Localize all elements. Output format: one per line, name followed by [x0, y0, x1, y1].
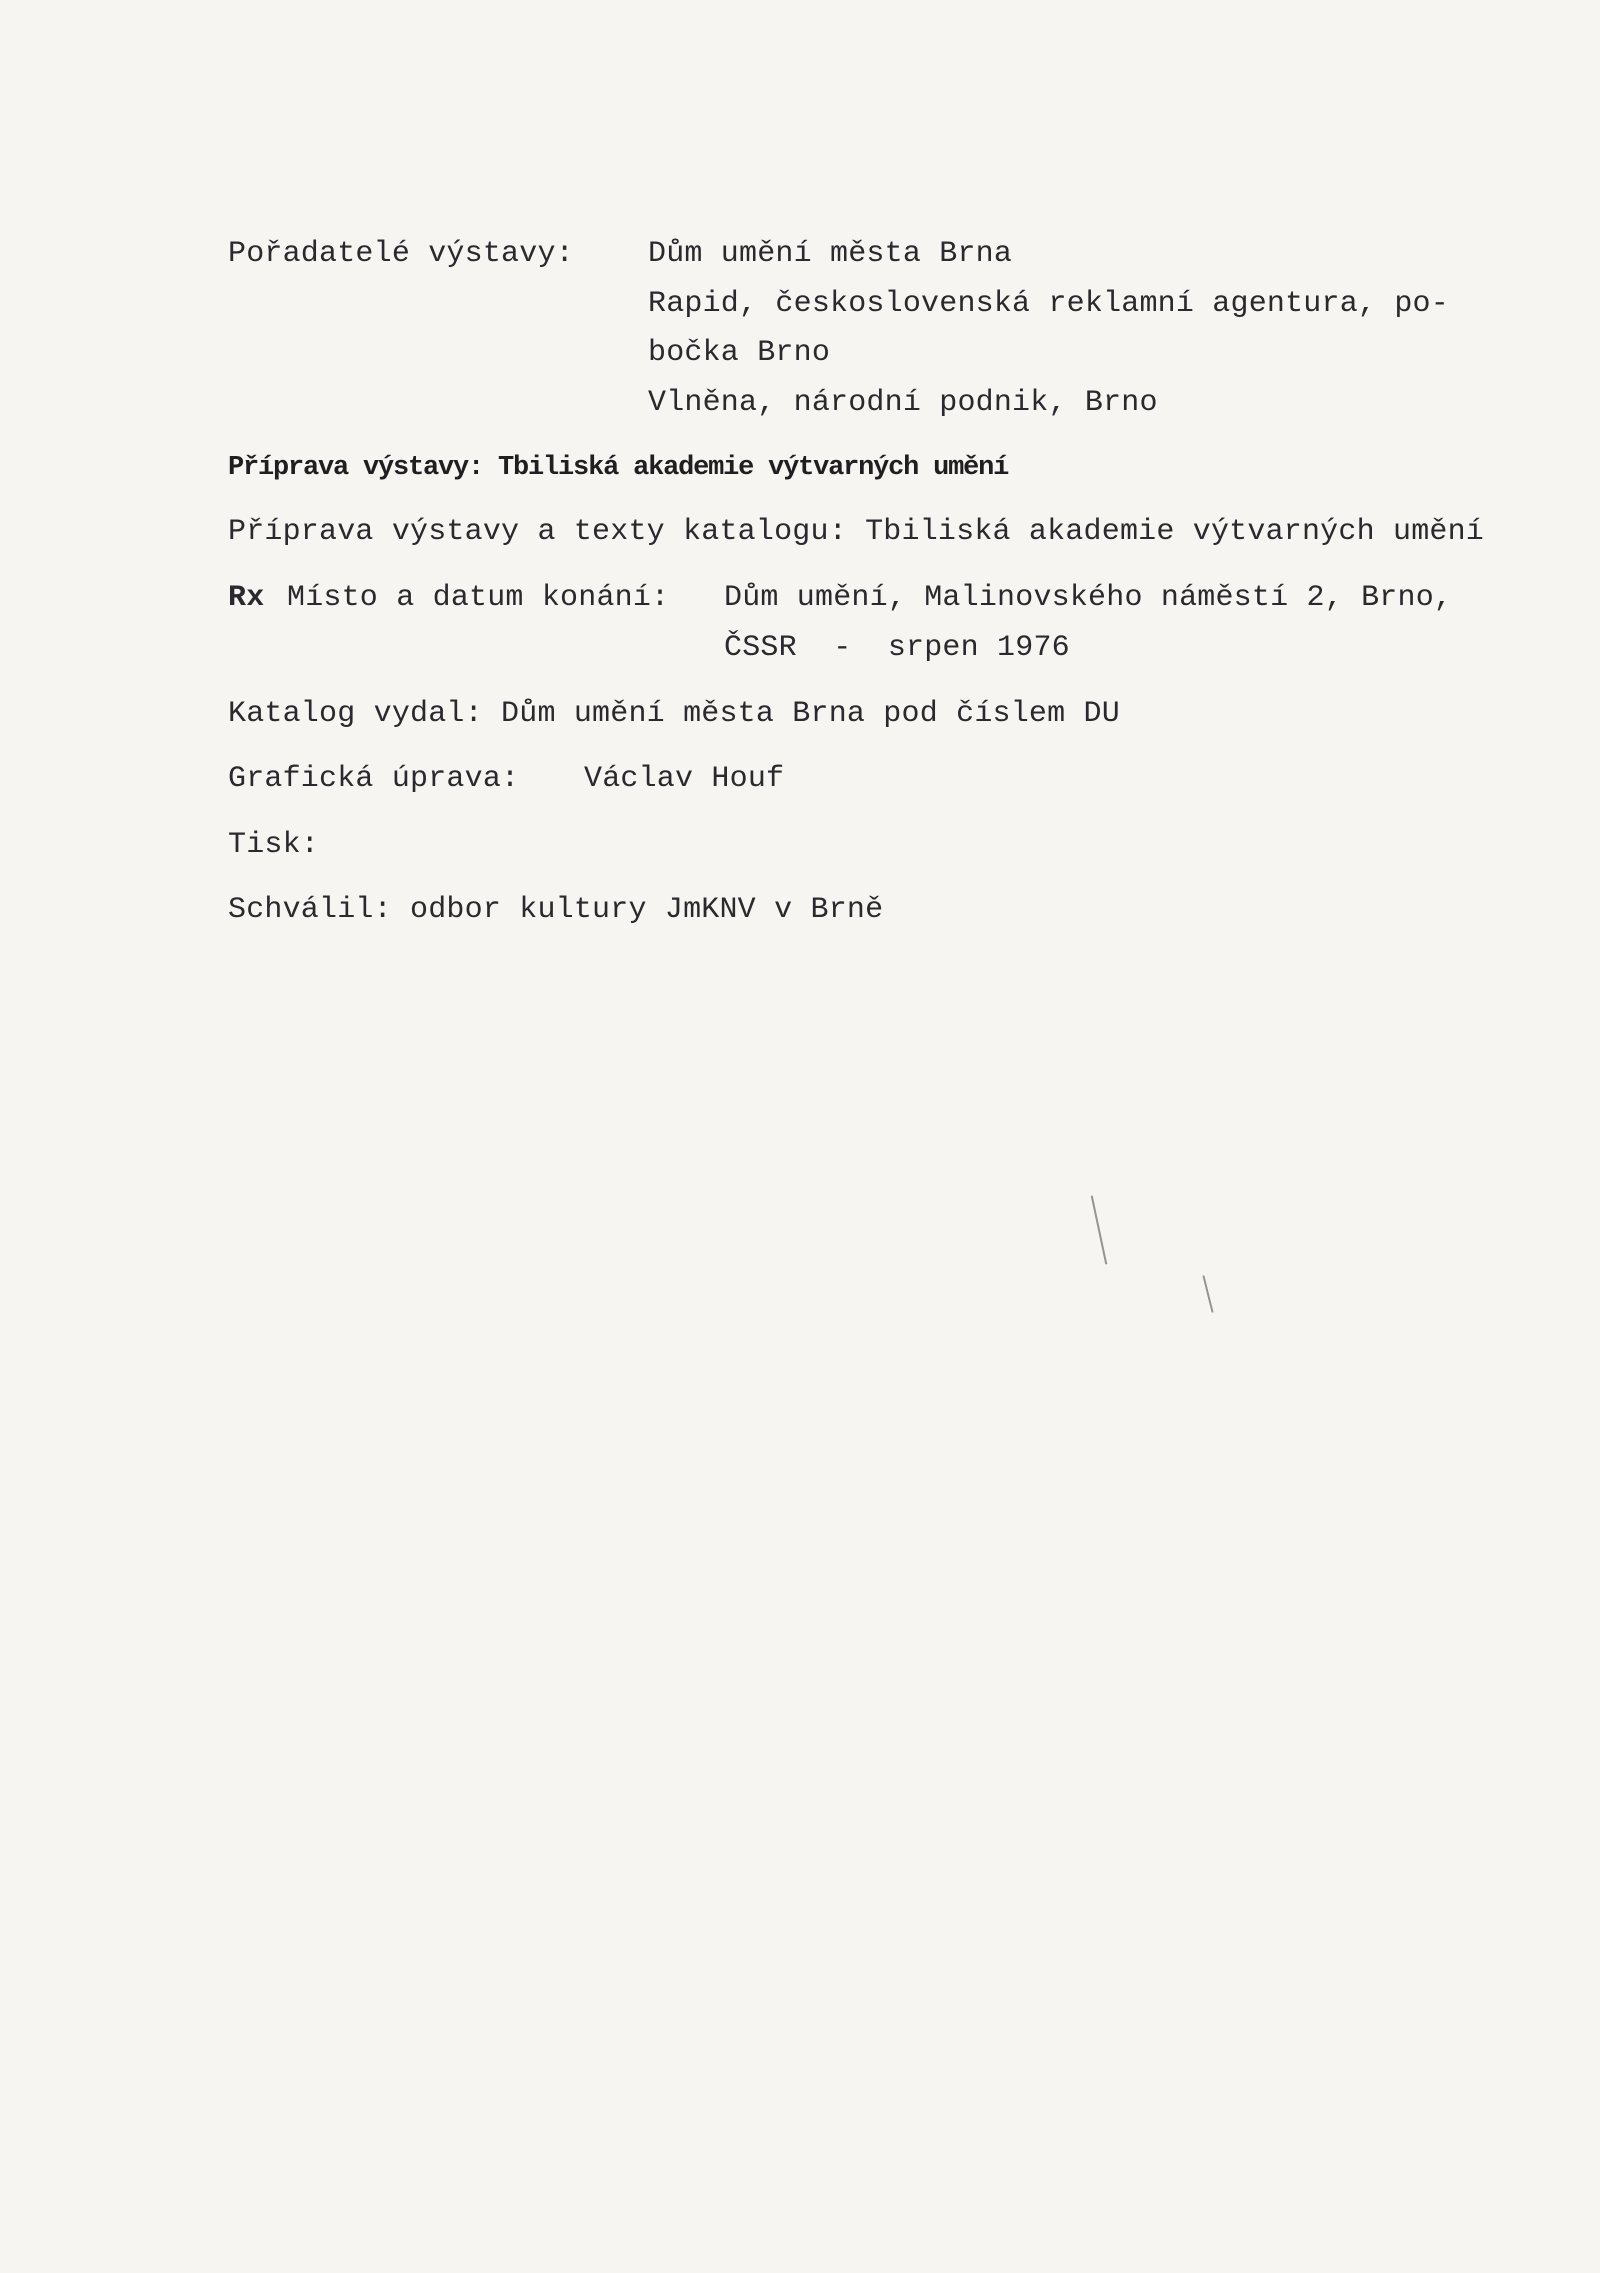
venue-prefix: Rx	[228, 581, 265, 615]
print-line: Tisk:	[228, 828, 320, 862]
graphic-design-value: Václav Houf	[584, 762, 785, 796]
venue-line-2: ČSSR - srpen 1976	[724, 631, 1070, 665]
organizer-line-3: bočka Brno	[648, 336, 831, 370]
catalog-line: Katalog vydal: Dům umění města Brna pod číslem DU	[228, 697, 1120, 731]
pen-stroke-mark	[1091, 1196, 1108, 1265]
organizer-line-2: Rapid, československá reklamní agentura, po-	[648, 287, 1449, 321]
approved-line: Schválil: odbor kultury JmKNV v Brně	[228, 893, 884, 927]
graphic-design-label: Grafická úprava:	[228, 762, 520, 796]
organizer-line-4: Vlněna, národní podnik, Brno	[648, 386, 1158, 420]
preparation-line: Příprava výstavy a texty katalogu: Tbiliská akademie výtvarných umění	[228, 515, 1485, 549]
struck-out-line: Příprava výstavy: Tbiliská akademie výtvarných umění	[228, 453, 1009, 483]
venue-label: Místo a datum konání:	[287, 581, 670, 615]
organizer-line-1: Dům umění města Brna	[648, 237, 1013, 271]
organizers-label: Pořadatelé výstavy:	[228, 237, 574, 271]
venue-line-1: Dům umění, Malinovského náměstí 2, Brno,	[724, 581, 1453, 615]
pen-stroke-mark	[1202, 1275, 1213, 1312]
